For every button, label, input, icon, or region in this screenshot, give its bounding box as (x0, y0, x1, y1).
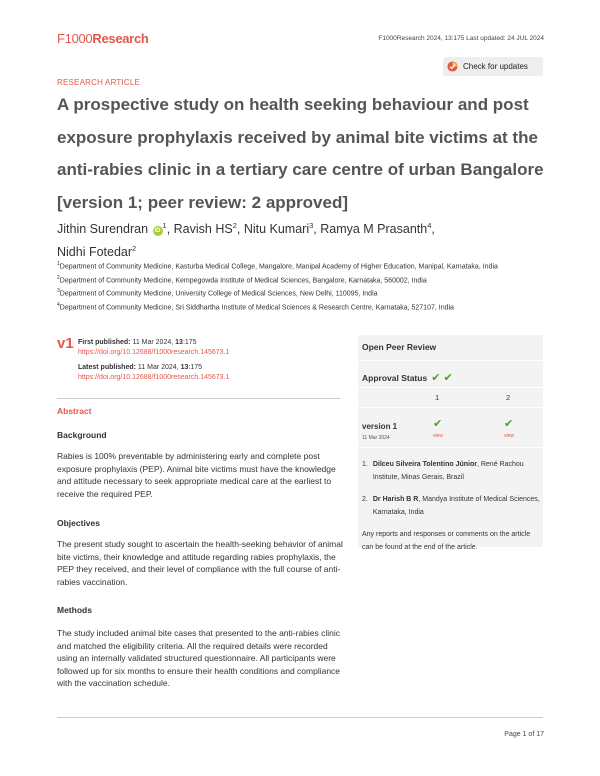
approved-check-icon: ✔ (433, 418, 443, 430)
author[interactable]: Nidhi Fotedar$^2$ (57, 244, 137, 260)
approval-status: Approval Status ✔ ✔ (362, 372, 453, 384)
view-report-link-2[interactable]: view (504, 433, 515, 439)
orcid-icon[interactable]: iD (154, 228, 161, 235)
background-text: Rabies is 100% preventable by administering early and complete post exposure prophylaxis (PEP). Animal bite victims must have the knowledge and attitude necessary to seek appropriate medical care at the earliest to receive the required PEP. (57, 451, 336, 499)
affiliations (57, 259, 537, 314)
approved-check-icon: ✔ (504, 418, 514, 430)
footer-divider (57, 717, 543, 718)
affiliation: $^3$Department of Community Medicine, University College of Medical Sciences, New Delhi, 110095, India (57, 288, 378, 298)
author[interactable]: Nitu Kumari$^3$ (243, 221, 314, 237)
reviewer-item: 2. Dr Harish B R, Mandya Institute of Medical Sciences, Karnataka, India (362, 495, 540, 517)
reviewer-column-1: 1 (435, 393, 440, 402)
author[interactable]: Ramya M Prasanth$^4$ (320, 221, 432, 237)
objectives-text: The present study sought to ascertain the health-seeking behavior of animal bite victims, their knowledge and attitude regarding rabies prophylaxis, the PEP they received, and their level of compliance with the full course of anti-rabies vaccination. (57, 539, 343, 587)
peer-review-note: Any reports and responses or comments on the article can be found at the end of the article. (362, 530, 531, 552)
approved-check-icon: ✔ ✔ (431, 372, 453, 384)
article-title: A prospective study on health seeking behaviour and post exposure prophylaxis received by animal bite victims at the anti-rabies clinic in a tertiary care centre of urban Bangalore [version 1; peer review: 2 approved] (57, 95, 544, 212)
check-updates-icon (447, 61, 458, 72)
affiliation: $^1$Department of Community Medicine, Kasturba Medical College, Mangalore, Manipal Academy of Higher Education, Manipal, Karnataka, India (57, 261, 498, 271)
divider (57, 398, 340, 399)
first-doi-link[interactable]: https://doi.org/10.12688/f1000research.145673.1 (78, 348, 230, 356)
publication-dates: First published: 11 Mar 2024, 13:175 https://doi.org/10.12688/f1000research.145673.1 Latest published: 11 Mar 2024, 13:175 https://doi.org/10.12688/f1000research.145673.1 (78, 339, 230, 381)
version-badge: v1 (57, 335, 74, 352)
author-list: Jithin Surendran $iD^1$, Ravish $HS^2$, Nitu Kumari$^3$, Ramya M Prasanth$^4$, Nidhi Fotedar$^2$ (57, 221, 435, 260)
check-updates-label: Check for updates (463, 62, 528, 71)
abstract-heading: Abstract (57, 406, 92, 416)
article-type: RESEARCH ARTICLE (57, 78, 141, 87)
background-heading: Background (57, 430, 107, 440)
divider (358, 447, 543, 448)
affiliation: $^2$Department of Community Medicine, Kempegowda Institute of Medical Sciences, Bangalore, Karnataka, 560002, India (57, 274, 427, 284)
reviewer-column-2: 2 (506, 393, 511, 402)
reviewer-item: 1. Dilceu Silveira Tolentino Júnior, René Rachou Institute, Minas Gerais, Brazil (362, 461, 524, 482)
open-peer-review-panel (358, 335, 543, 552)
header-meta: F1000Research 2024, 13:175 Last updated: 24 JUL 2024 (378, 35, 544, 42)
divider (358, 407, 543, 408)
peer-review-heading: Open Peer Review (362, 342, 437, 352)
methods-text: The study included animal bite cases that presented to the anti-rabies clinic and matched the eligibility criteria. All the required details were recorded using an internally validated structured questionnaire. All participants were followed up for six months to ensure their health conditions and compliance with the vaccination schedule. (57, 628, 341, 688)
divider (358, 387, 543, 388)
objectives-heading: Objectives (57, 518, 100, 528)
version-date: 11 Mar 2024 (362, 435, 390, 441)
reviewer-name[interactable]: Dr Harish B R (372, 495, 419, 503)
latest-doi-link[interactable]: https://doi.org/10.12688/f1000research.145673.1 (78, 373, 230, 381)
check-for-updates-button[interactable] (443, 57, 543, 76)
view-report-link-1[interactable]: view (433, 433, 444, 439)
affiliation: $^4$Department of Community Medicine, Sri Siddhartha Institute of Medical Sciences & Research Centre, Karnataka, 527107, India (57, 301, 454, 312)
author[interactable]: Jithin Surendran $iD^1$ (57, 221, 167, 237)
version-label: version 1 (362, 422, 398, 431)
reviewer-list (362, 458, 540, 554)
page-number: Page 1 of 17 (504, 731, 544, 738)
reviewer-name[interactable]: Dilceu Silveira Tolentino Júnior (372, 461, 477, 468)
divider (358, 360, 543, 361)
author[interactable]: Ravish $HS^2$ (173, 221, 237, 237)
f1000-logo[interactable]: F1000Research (57, 31, 149, 46)
methods-heading: Methods (57, 605, 92, 615)
